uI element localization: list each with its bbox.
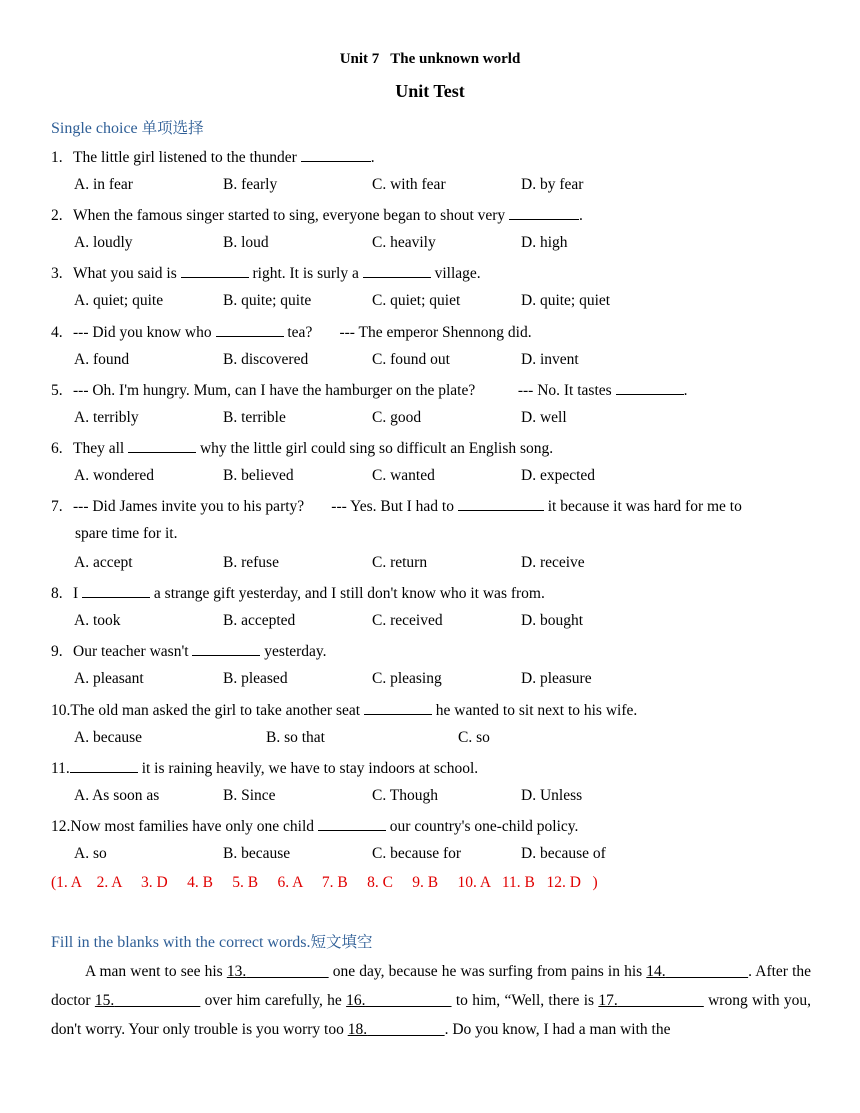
blank-14: 14. — [646, 963, 666, 980]
option-d: D. high — [521, 234, 568, 251]
question-4: 4. --- Did you know who tea? --- The emperor Shennong did. — [51, 324, 532, 341]
question-3: 3. What you said is right. It is surly a village. — [51, 265, 481, 282]
option-a: A. because — [74, 729, 142, 746]
option-d: D. bought — [521, 612, 583, 629]
option-d: D. because of — [521, 845, 606, 862]
option-c: C. Though — [372, 787, 439, 804]
section-title-zh: 单项选择 — [141, 120, 204, 137]
answer-blank — [318, 816, 386, 831]
option-d: D. quite; quiet — [521, 292, 611, 309]
option-a: A. in fear — [74, 176, 133, 193]
section-fill-blanks-heading — [51, 930, 373, 952]
option-c: C. heavily — [372, 234, 436, 251]
question-10: 10.The old man asked the girl to take another seat he wanted to sit next to his wife. — [51, 702, 638, 719]
answer-blank — [216, 322, 284, 337]
option-d: D. Unless — [521, 787, 583, 804]
option-b: B. discovered — [223, 351, 309, 368]
question-11: 11. it is raining heavily, we have to stay indoors at school. — [51, 760, 479, 777]
option-b: B. Since — [223, 787, 276, 804]
option-b: B. because — [223, 845, 291, 862]
option-a: A. found — [74, 351, 130, 368]
question-2: 2. When the famous singer started to sing, everyone began to shout very . — [51, 207, 583, 224]
question-8-options — [74, 612, 834, 632]
option-c: C. return — [372, 554, 428, 571]
section-title-en: Fill in the blanks with the correct words. — [51, 934, 311, 951]
option-c: C. good — [372, 409, 422, 426]
option-d: D. expected — [521, 467, 596, 484]
answer-blank — [364, 700, 432, 715]
option-a: A. wondered — [74, 467, 155, 484]
question-6: 6. They all why the little girl could sing so difficult an English song. — [51, 440, 554, 457]
answer-blank — [509, 205, 579, 220]
unit-title: Unit 7 The unknown world — [339, 51, 521, 67]
blank-16: 16. — [346, 992, 366, 1009]
question-5-options — [74, 409, 834, 429]
blank-18: 18. — [347, 1021, 368, 1038]
option-b: B. terrible — [223, 409, 286, 426]
question-1: 1. The little girl listened to the thunder . — [51, 149, 375, 166]
option-c: C. so — [458, 729, 490, 746]
option-d: D. receive — [521, 554, 585, 571]
option-d: D. well — [521, 409, 567, 426]
option-a: A. took — [74, 612, 121, 629]
option-b: B. believed — [223, 467, 294, 484]
option-d: D. pleasure — [521, 670, 592, 687]
section-single-choice-heading — [51, 116, 204, 138]
question-12: 12.Now most families have only one child our country's one-child policy. — [51, 818, 579, 835]
option-c: C. with fear — [372, 176, 446, 193]
blank-17: 17. — [598, 992, 618, 1009]
question-10-options — [74, 729, 834, 749]
question-12-options — [74, 845, 834, 865]
answer-blank — [192, 641, 260, 656]
option-a: A. terribly — [74, 409, 139, 426]
option-a: A. accept — [74, 554, 133, 571]
question-7: 7. --- Did James invite you to his party? --- Yes. But I had to it because it was hard for me to — [51, 498, 742, 515]
answer-blank — [458, 496, 544, 511]
blank-15: 15. — [94, 992, 115, 1009]
answer-blank — [128, 438, 196, 453]
section-title-en: Single choice — [51, 120, 142, 137]
option-c: C. found out — [372, 351, 450, 368]
option-a: A. so — [74, 845, 107, 862]
option-a: A. quiet; quite — [74, 292, 164, 309]
answer-key: (1. A 2. A 3. D 4. B 5. B 6. A 7. B 8. C 9. B 10. A 11. B 12. D ) — [51, 874, 598, 891]
test-title: Unit Test — [395, 81, 465, 101]
option-a: A. pleasant — [74, 670, 144, 687]
option-c: C. wanted — [372, 467, 435, 484]
question-8: 8. I a strange gift yesterday, and I still don't know who it was from. — [51, 585, 545, 602]
question-7-continued: spare time for it. — [75, 525, 178, 542]
passage-paragraph: A man went to see his 13. one day, because he was surfing from pains in his 14. . After the doctor 15. over him carefully, he 16. to him, “Well, there is 17. wrong with you, don't worry. Your only trouble is you worry too 18. . Do you know, I had a man with the — [51, 963, 812, 1038]
question-4-options — [74, 351, 834, 371]
answer-blank — [363, 263, 431, 278]
option-b: B. pleased — [223, 670, 288, 687]
option-b: B. fearly — [223, 176, 278, 193]
answer-blank — [82, 583, 150, 598]
question-11-options — [74, 787, 834, 807]
answer-blank — [616, 380, 684, 395]
option-c: C. because for — [372, 845, 462, 862]
answer-blank — [301, 147, 371, 162]
option-c: C. pleasing — [372, 670, 442, 687]
option-a: A. As soon as — [74, 787, 160, 804]
question-1-options — [74, 176, 834, 196]
section-title-zh: 短文填空 — [310, 934, 373, 951]
option-b: B. loud — [223, 234, 269, 251]
question-9: 9. Our teacher wasn't yesterday. — [51, 643, 327, 660]
option-b: B. accepted — [223, 612, 296, 629]
question-7-options — [74, 554, 834, 574]
question-2-options — [74, 234, 834, 254]
option-c: C. quiet; quiet — [372, 292, 461, 309]
question-3-options — [74, 292, 834, 312]
option-a: A. loudly — [74, 234, 133, 251]
blank-13: 13. — [226, 963, 247, 980]
option-d: D. invent — [521, 351, 579, 368]
option-b: B. refuse — [223, 554, 279, 571]
question-6-options — [74, 467, 834, 487]
option-d: D. by fear — [521, 176, 584, 193]
option-b: B. quite; quite — [223, 292, 312, 309]
answer-blank — [181, 263, 249, 278]
option-b: B. so that — [266, 729, 325, 746]
question-9-options — [74, 670, 834, 690]
option-c: C. received — [372, 612, 443, 629]
answer-blank — [70, 758, 138, 773]
question-5: 5. --- Oh. I'm hungry. Mum, can I have the hamburger on the plate? --- No. It tastes . — [51, 382, 688, 399]
